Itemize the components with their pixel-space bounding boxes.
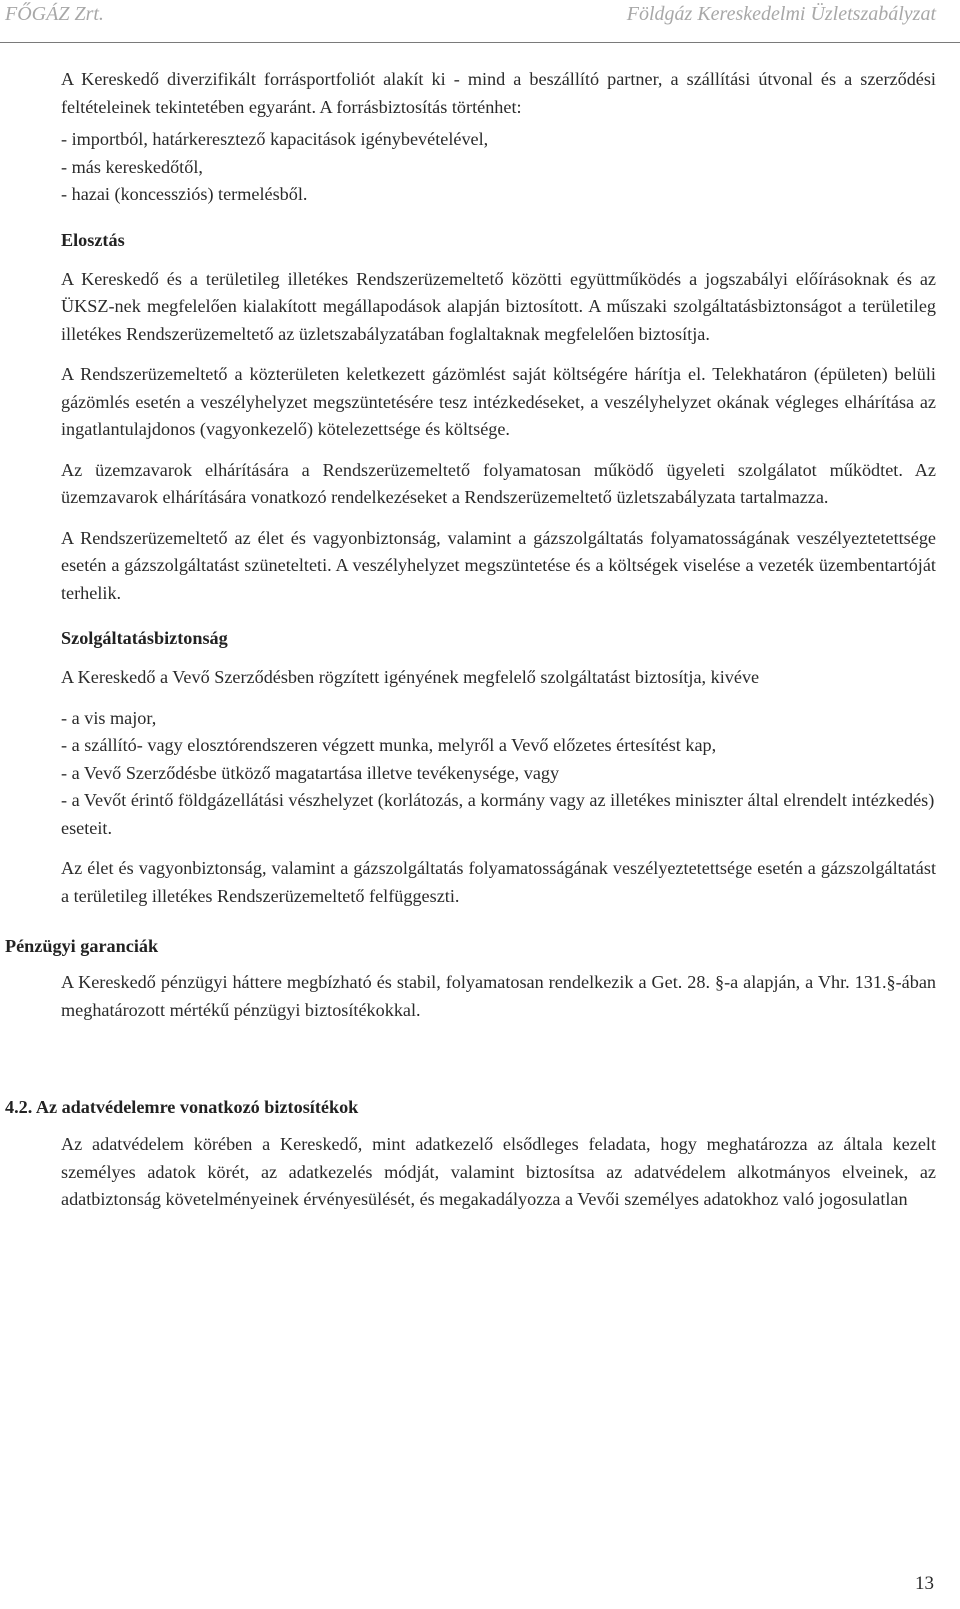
header-document-title: Földgáz Kereskedelmi Üzletszabályzat [626,3,936,25]
penzugyi-section [61,969,936,1024]
szolgaltatasbiztonsag-section [61,626,936,910]
list-item: - a Vevő Szerződésbe ütköző magatartása illetve tevékenysége, vagy [61,762,560,783]
list-item: - importból, határkeresztező kapacitások igénybevételével, [61,129,489,149]
list-item: - a vis major, [61,707,157,728]
list-item: - más kereskedőtől, [61,156,203,177]
list-item: eseteit. [61,817,113,838]
list-item: - hazai (koncessziós) termelésből. [61,184,308,204]
list-item: - a szállító- vagy elosztórendszeren végzett munka, melyről a Vevő előzetes értesítést kap, [61,735,717,755]
list-item: - a Vevőt érintő földgázellátási vészhelyzet (korlátozás, a kormány vagy az illetékes miniszter által elrendelt intézkedés) [61,790,935,810]
penzugyi-paragraph: A Kereskedő pénzügyi háttere megbízható és stabil, folyamatosan rendelkezik a Get. 28. §-a alapján, a Vhr. 131.§-ában meghatározott mértékű pénzügyi biztosítékokkal. [61,972,936,1020]
document-body [0,66,960,1227]
elosztas-paragraph: Az üzemzavarok elhárítására a Rendszerüzemeltető folyamatosan működő ügyeleti szolgálatot működtet. Az üzemzavarok elhárítására vonatkozó rendelkezéseket a Rendszerüzemeltető üzletszabályzata tartalmazza. [61,459,936,507]
intro-paragraph: A Kereskedő diverzifikált forrásportfoliót alakít ki - mind a beszállító partner, a szállítási útvonal és a szerződési feltételeinek tekintetében egyaránt. A forrásbiztosítás történhet: [61,69,936,117]
szolgaltatasbiztonsag-intro: A Kereskedő a Vevő Szerződésben rögzített igényének megfelelő szolgáltatást biztosítja, kivéve [61,667,760,687]
elosztas-paragraph: A Kereskedő és a területileg illetékes Rendszerüzemeltető közötti együttműködés a jogszabályi előírásoknak és az ÜKSZ-nek megfelelően kialakított megállapodások alapján biztosított. A műszaki szolgáltatásbiztonságot a területileg illetékes Rendszerüzemeltető az üzletszabályzatában foglaltaknak megfelelően biztosítja. [61,268,936,344]
szolgaltatasbiztonsag-closing: Az élet és vagyonbiztonság, valamint a gázszolgáltatás folyamatosságának veszélyeztetettsége esetén a gázszolgáltatást a területileg illetékes Rendszerüzemeltető felfüggeszti. [61,858,936,906]
elosztas-paragraph: A Rendszerüzemeltető az élet és vagyonbiztonság, valamint a gázszolgáltatás folyamatosságának veszélyeztetettsége esetén a gázszolgáltatást szünetelteti. A veszélyhelyzet megszüntetése és a költségek viselése a vezeték üzembentartóját terhelik. [61,527,936,603]
adatvedelem-section [61,1131,936,1214]
header-divider [0,42,960,43]
elosztas-section [61,228,936,608]
intro-list [61,126,936,209]
szolgaltatasbiztonsag-heading: Szolgáltatásbiztonság [61,628,228,648]
penzugyi-heading: Pénzügyi garanciák [5,936,159,956]
page-header [0,0,960,46]
adatvedelem-paragraph: Az adatvédelem körében a Kereskedő, mint adatkezelő elsődleges feladata, hogy meghatározza az általa kezelt személyes adatok körét, az adatkezelés módját, valamint biztosítsa az adatvédelem alkotmányos elveinek, az adatbiztonság követelményeinek érvényesülését, és megakadályozza a Vevői személyes adatokhoz való jogosulatlan [61,1134,936,1209]
page-number: 13 [915,1573,934,1594]
elosztas-heading: Elosztás [61,229,125,250]
intro-section [61,66,936,209]
adatvedelem-heading: 4.2. Az adatvédelemre vonatkozó biztosítékok [5,1097,359,1117]
exceptions-list [61,705,936,843]
header-company: FŐGÁZ Zrt. [5,3,104,25]
elosztas-paragraph: A Rendszerüzemeltető a közterületen keletkezett gázömlést saját költségére hárítja el. Telekhatáron (épületen) belüli gázömlés esetén a veszélyhelyzet megszüntetésére tesz intézkedéseket, a veszélyhelyzet okának végleges elhárítása az ingatlantulajdonos (vagyonkezelő) kötelezettsége és költsége. [61,364,936,439]
